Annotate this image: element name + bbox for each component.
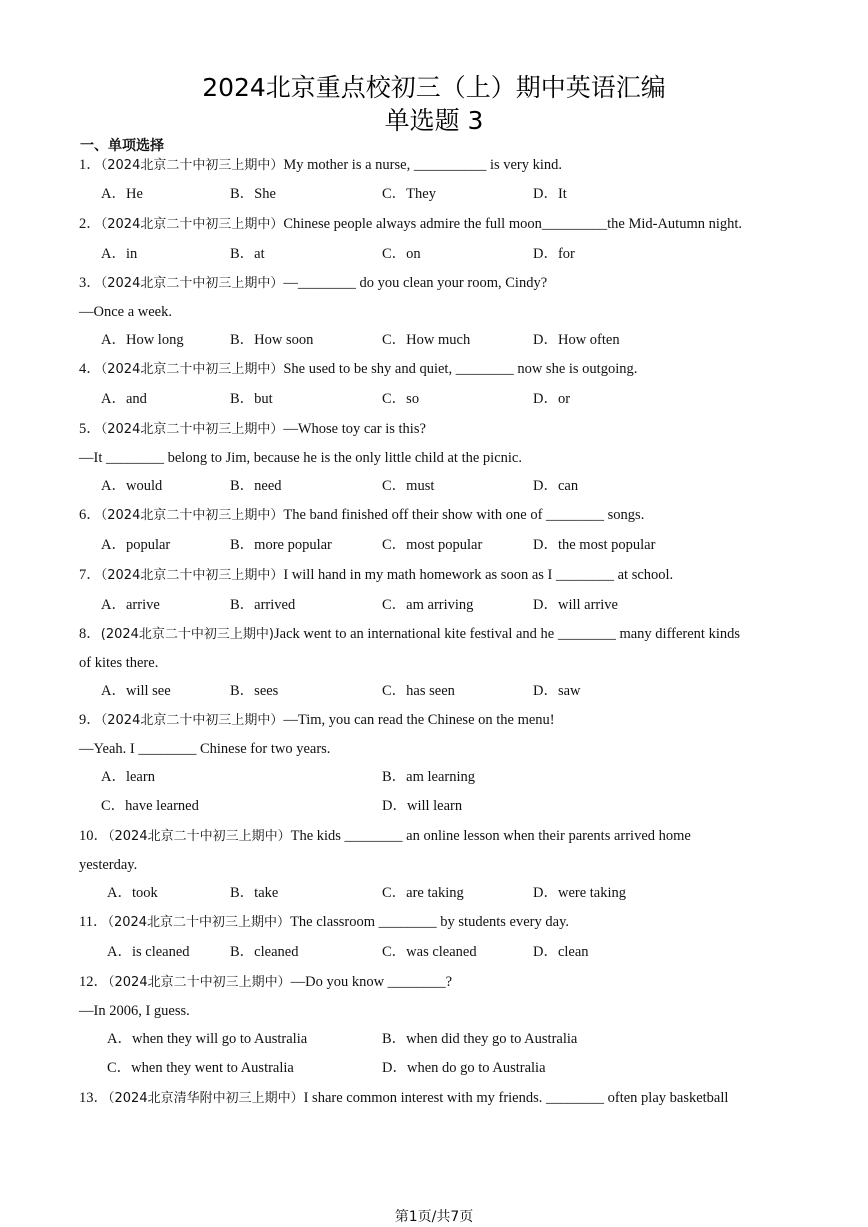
question-10-line2: yesterday. [79, 857, 138, 873]
option-6d: D．the most popular [533, 537, 656, 553]
question-8: 8．(2024北京二十中初三上期中)Jack went to an international kite festival and he ________ many different kinds [79, 626, 741, 642]
option-4d: D．or [533, 391, 571, 407]
option-3a: A．How long [101, 332, 184, 348]
option-11b: B．cleaned [230, 944, 299, 960]
page-footer: 第1页/共7页 [394, 1209, 474, 1225]
page-title: 2024北京重点校初三（上）期中英语汇编 [202, 73, 666, 102]
section-heading: 一、单项选择 [80, 138, 164, 154]
question-12-line2: —In 2006, I guess. [79, 1003, 190, 1019]
option-2b: B．at [230, 246, 265, 262]
option-12a: A．when they will go to Australia [107, 1031, 308, 1047]
option-10b: B．take [230, 885, 279, 901]
question-1: 1．（2024北京二十中初三上期中）My mother is a nurse, __________ is very kind. [79, 157, 563, 173]
question-8-line2: of kites there. [79, 655, 159, 671]
option-1b: B．She [230, 186, 276, 202]
option-11d: D．clean [533, 944, 589, 960]
question-13: 13．（2024北京清华附中初三上期中）I share common interest with my friends. ________ often play basketball [79, 1090, 729, 1106]
option-5d: D．can [533, 478, 579, 494]
option-9a: A．learn [101, 769, 155, 785]
page-subtitle: 单选题 3 [384, 106, 484, 135]
question-7: 7．（2024北京二十中初三上期中）I will hand in my math homework as soon as I ________ at school. [79, 567, 674, 583]
option-6c: C．most popular [382, 537, 483, 553]
option-7d: D．will arrive [533, 597, 618, 613]
option-3b: B．How soon [230, 332, 314, 348]
option-3c: C．How much [382, 332, 471, 348]
option-10d: D．were taking [533, 885, 627, 901]
option-11c: C．was cleaned [382, 944, 477, 960]
option-11a: A．is cleaned [107, 944, 190, 960]
option-4a: A．and [101, 391, 147, 407]
option-1c: C．They [382, 186, 436, 202]
option-12c: C．when they went to Australia [107, 1060, 294, 1076]
question-2: 2．（2024北京二十中初三上期中）Chinese people always admire the full moon_________the Mid-Autumn night. [79, 216, 743, 232]
question-6: 6．（2024北京二十中初三上期中）The band finished off their show with one of ________ songs. [79, 507, 645, 523]
question-5-line2: —It ________ belong to Jim, because he is the only little child at the picnic. [79, 450, 522, 466]
option-6a: A．popular [101, 537, 171, 553]
option-2d: D．for [533, 246, 575, 262]
question-10: 10．（2024北京二十中初三上期中）The kids ________ an online lesson when their parents arrived home [79, 828, 691, 844]
option-2a: A．in [101, 246, 138, 262]
question-9: 9．（2024北京二十中初三上期中）—Tim, you can read the Chinese on the menu! [79, 712, 555, 728]
option-3d: D．How often [533, 332, 620, 348]
option-10a: A．took [107, 885, 158, 901]
option-9d: D．will learn [382, 798, 463, 814]
question-5: 5．（2024北京二十中初三上期中）—Whose toy car is this? [79, 421, 426, 437]
question-3-line2: —Once a week. [79, 304, 172, 320]
option-9c: C．have learned [101, 798, 199, 814]
option-9b: B．am learning [382, 769, 476, 785]
option-5b: B．need [230, 478, 282, 494]
option-1d: D．It [533, 186, 567, 202]
option-10c: C．are taking [382, 885, 464, 901]
option-5c: C．must [382, 478, 435, 494]
option-6b: B．more popular [230, 537, 332, 553]
option-8a: A．will see [101, 683, 171, 699]
question-11: 11．（2024北京二十中初三上期中）The classroom ________ by students every day. [79, 914, 569, 930]
option-7c: C．am arriving [382, 597, 474, 613]
question-3: 3．（2024北京二十中初三上期中）—________ do you clean your room, Cindy? [79, 275, 548, 291]
option-4c: C．so [382, 391, 420, 407]
option-5a: A．would [101, 478, 163, 494]
option-1a: A．He [101, 186, 143, 202]
question-4: 4．（2024北京二十中初三上期中）She used to be shy and quiet, ________ now she is outgoing. [79, 361, 638, 377]
question-12: 12．（2024北京二十中初三上期中）—Do you know ________? [79, 974, 453, 990]
option-8b: B．sees [230, 683, 279, 699]
option-12d: D．when do go to Australia [382, 1060, 546, 1076]
option-7b: B．arrived [230, 597, 296, 613]
option-8d: D．saw [533, 683, 581, 699]
question-9-line2: —Yeah. I ________ Chinese for two years. [79, 741, 331, 757]
option-2c: C．on [382, 246, 421, 262]
option-12b: B．when did they go to Australia [382, 1031, 578, 1047]
option-7a: A．arrive [101, 597, 160, 613]
option-4b: B．but [230, 391, 273, 407]
option-8c: C．has seen [382, 683, 455, 699]
